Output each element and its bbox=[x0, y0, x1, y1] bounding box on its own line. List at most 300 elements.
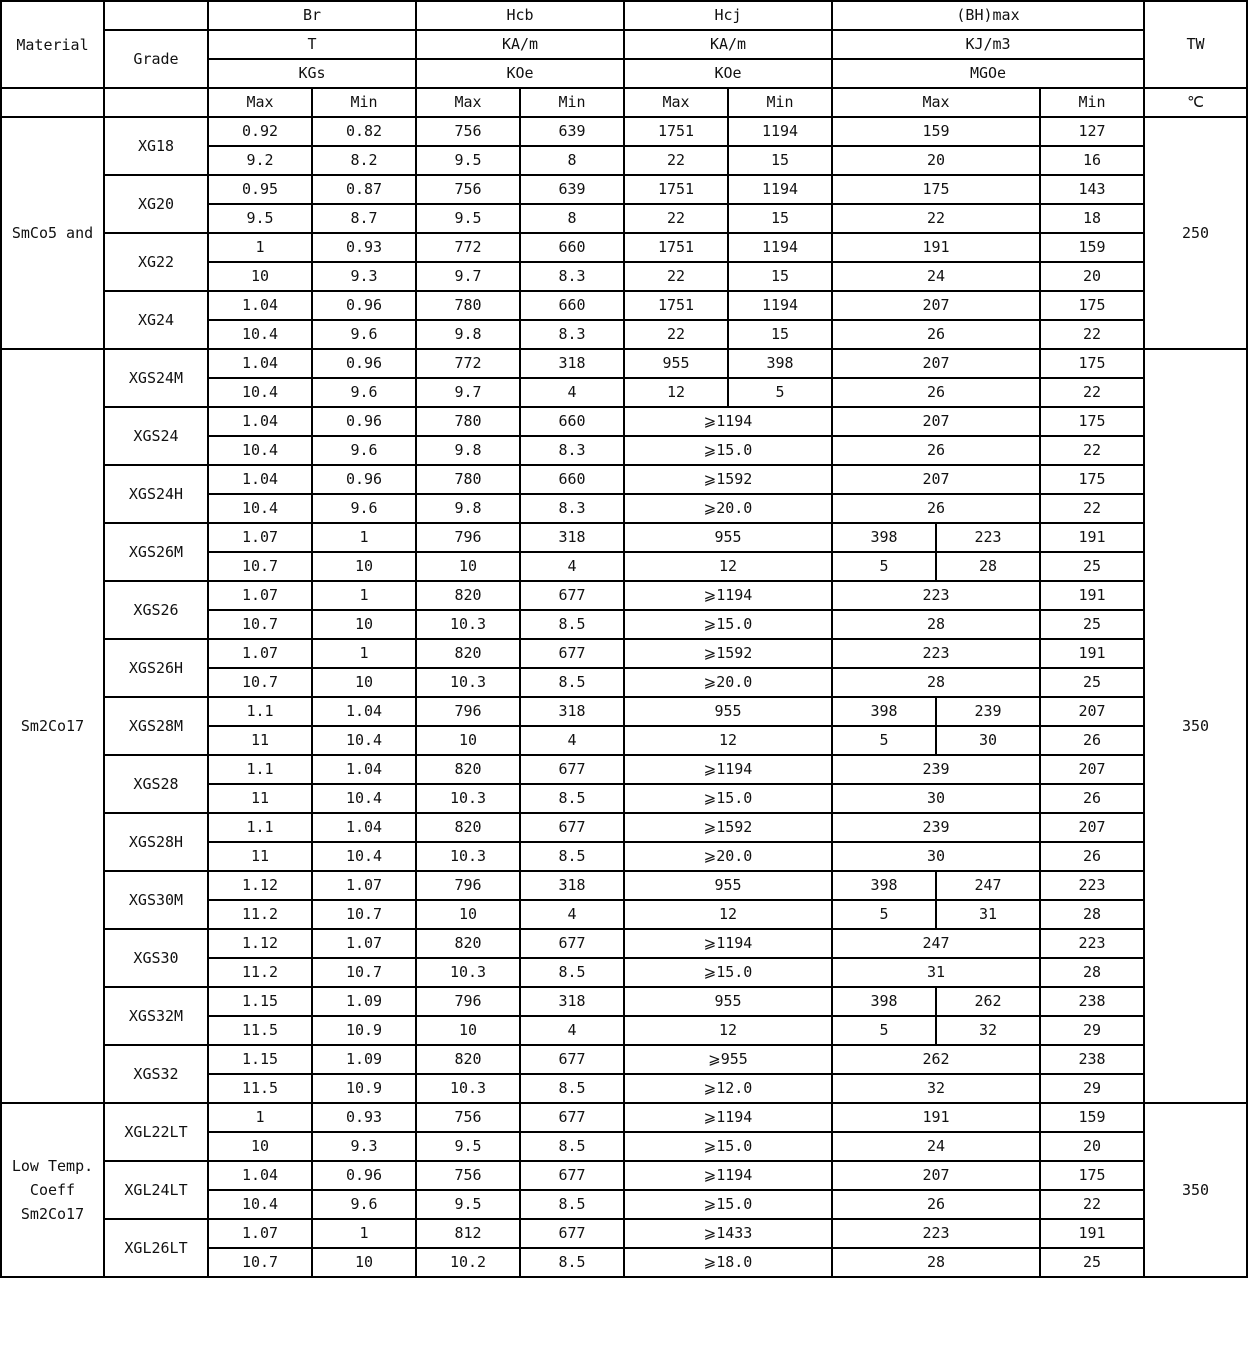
br-min-cell: 9.6 bbox=[312, 436, 416, 465]
material-cell: SmCo5 and bbox=[1, 117, 104, 349]
bhmax-max-cell: 159 bbox=[832, 117, 1040, 146]
bhmax-max-cell: 30 bbox=[832, 784, 1040, 813]
bhmax-min-cell: 18 bbox=[1040, 204, 1144, 233]
bhmax-min-cell: 238 bbox=[1040, 987, 1144, 1016]
hcj-cell: ⩾1194 bbox=[624, 929, 832, 958]
grade-cell: XGS28M bbox=[104, 697, 208, 755]
br-min-cell: 0.93 bbox=[312, 1103, 416, 1132]
br-min-cell: 10 bbox=[312, 610, 416, 639]
hcb-max-cell: 820 bbox=[416, 929, 520, 958]
hcb-max-cell: 9.7 bbox=[416, 378, 520, 407]
header-tw-unit: ℃ bbox=[1144, 88, 1247, 117]
hcb-min-cell: 8.5 bbox=[520, 842, 624, 871]
hcb-min-cell: 8.5 bbox=[520, 1248, 624, 1277]
br-max-cell: 1.15 bbox=[208, 1045, 312, 1074]
hcb-min-cell: 8.3 bbox=[520, 262, 624, 291]
bhmax-min-cell: 26 bbox=[1040, 726, 1144, 755]
br-max-cell: 1 bbox=[208, 233, 312, 262]
br-max-cell: 1.04 bbox=[208, 349, 312, 378]
grade-cell: XG24 bbox=[104, 291, 208, 349]
bhmax-min-cell: 16 bbox=[1040, 146, 1144, 175]
header-bhmax: (BH)max bbox=[832, 1, 1144, 30]
header-row-property bbox=[1, 1, 1247, 30]
br-min-cell: 9.6 bbox=[312, 378, 416, 407]
br-max-cell: 1.07 bbox=[208, 1219, 312, 1248]
tw-cell: 350 bbox=[1144, 349, 1247, 1103]
bhmax-min-cell: 28 bbox=[1040, 900, 1144, 929]
table-row bbox=[1, 1161, 1247, 1190]
br-max-cell: 0.92 bbox=[208, 117, 312, 146]
bhmax-a-cell: 5 bbox=[832, 726, 936, 755]
hcj-min-cell: 15 bbox=[728, 204, 832, 233]
br-min-cell: 9.6 bbox=[312, 494, 416, 523]
grade-cell: XGS26M bbox=[104, 523, 208, 581]
hcj-max-cell: 1751 bbox=[624, 175, 728, 204]
header-row-si-units bbox=[1, 30, 1247, 59]
bhmax-min-cell: 175 bbox=[1040, 1161, 1144, 1190]
bhmax-max-cell: 223 bbox=[832, 639, 1040, 668]
bhmax-max-cell: 24 bbox=[832, 262, 1040, 291]
bhmax-a-cell: 398 bbox=[832, 871, 936, 900]
header-br-max: Max bbox=[208, 88, 312, 117]
hcb-max-cell: 820 bbox=[416, 639, 520, 668]
hcj-min-cell: 398 bbox=[728, 349, 832, 378]
header-blank-cell bbox=[1, 88, 104, 117]
hcb-max-cell: 10.3 bbox=[416, 958, 520, 987]
br-min-cell: 1 bbox=[312, 1219, 416, 1248]
br-max-cell: 10.7 bbox=[208, 610, 312, 639]
bhmax-max-cell: 207 bbox=[832, 349, 1040, 378]
bhmax-min-cell: 191 bbox=[1040, 1219, 1144, 1248]
grade-cell: XGS30M bbox=[104, 871, 208, 929]
hcb-min-cell: 677 bbox=[520, 1045, 624, 1074]
br-min-cell: 10.4 bbox=[312, 784, 416, 813]
grade-cell: XGS30 bbox=[104, 929, 208, 987]
table-body bbox=[1, 1, 1247, 1277]
table-row bbox=[1, 291, 1247, 320]
bhmax-a-cell: 398 bbox=[832, 987, 936, 1016]
hcb-max-cell: 9.5 bbox=[416, 1190, 520, 1219]
bhmax-b-cell: 32 bbox=[936, 1016, 1040, 1045]
bhmax-min-cell: 223 bbox=[1040, 929, 1144, 958]
br-max-cell: 11.2 bbox=[208, 958, 312, 987]
hcb-max-cell: 10 bbox=[416, 900, 520, 929]
header-br: Br bbox=[208, 1, 416, 30]
hcb-max-cell: 820 bbox=[416, 1045, 520, 1074]
bhmax-min-cell: 191 bbox=[1040, 523, 1144, 552]
bhmax-max-cell: 28 bbox=[832, 668, 1040, 697]
br-max-cell: 10.7 bbox=[208, 1248, 312, 1277]
br-min-cell: 1.09 bbox=[312, 1045, 416, 1074]
bhmax-max-cell: 20 bbox=[832, 146, 1040, 175]
header-hcj: Hcj bbox=[624, 1, 832, 30]
hcj-cell: ⩾20.0 bbox=[624, 494, 832, 523]
bhmax-min-cell: 22 bbox=[1040, 494, 1144, 523]
bhmax-a-cell: 5 bbox=[832, 900, 936, 929]
br-min-cell: 10.7 bbox=[312, 900, 416, 929]
table-row bbox=[1, 465, 1247, 494]
unit-br-si: T bbox=[208, 30, 416, 59]
br-max-cell: 1.04 bbox=[208, 291, 312, 320]
hcb-min-cell: 8.5 bbox=[520, 1132, 624, 1161]
br-min-cell: 1.04 bbox=[312, 813, 416, 842]
hcb-min-cell: 677 bbox=[520, 929, 624, 958]
bhmax-max-cell: 262 bbox=[832, 1045, 1040, 1074]
bhmax-max-cell: 28 bbox=[832, 1248, 1040, 1277]
bhmax-min-cell: 25 bbox=[1040, 552, 1144, 581]
bhmax-max-cell: 22 bbox=[832, 204, 1040, 233]
hcb-max-cell: 756 bbox=[416, 1103, 520, 1132]
bhmax-max-cell: 247 bbox=[832, 929, 1040, 958]
table-row bbox=[1, 581, 1247, 610]
grade-cell: XGS32M bbox=[104, 987, 208, 1045]
bhmax-b-cell: 28 bbox=[936, 552, 1040, 581]
br-min-cell: 0.96 bbox=[312, 291, 416, 320]
br-max-cell: 1.04 bbox=[208, 465, 312, 494]
hcj-cell: ⩾15.0 bbox=[624, 436, 832, 465]
hcb-max-cell: 796 bbox=[416, 871, 520, 900]
material-cell: Low Temp. Coeff Sm2Co17 bbox=[1, 1103, 104, 1277]
tw-cell: 250 bbox=[1144, 117, 1247, 349]
hcj-min-cell: 15 bbox=[728, 262, 832, 291]
hcj-min-cell: 1194 bbox=[728, 233, 832, 262]
hcb-min-cell: 4 bbox=[520, 900, 624, 929]
bhmax-min-cell: 20 bbox=[1040, 1132, 1144, 1161]
header-bhmax-min: Min bbox=[1040, 88, 1144, 117]
bhmax-max-cell: 223 bbox=[832, 581, 1040, 610]
bhmax-max-cell: 239 bbox=[832, 813, 1040, 842]
br-max-cell: 10.4 bbox=[208, 436, 312, 465]
bhmax-max-cell: 30 bbox=[832, 842, 1040, 871]
bhmax-min-cell: 29 bbox=[1040, 1074, 1144, 1103]
br-max-cell: 1.12 bbox=[208, 871, 312, 900]
bhmax-min-cell: 143 bbox=[1040, 175, 1144, 204]
hcj-max-cell: 1751 bbox=[624, 291, 728, 320]
bhmax-a-cell: 398 bbox=[832, 523, 936, 552]
hcj-cell: ⩾15.0 bbox=[624, 958, 832, 987]
header-bhmax-max: Max bbox=[832, 88, 1040, 117]
bhmax-max-cell: 26 bbox=[832, 494, 1040, 523]
table-row bbox=[1, 871, 1247, 900]
hcj-cell: 12 bbox=[624, 726, 832, 755]
hcb-max-cell: 796 bbox=[416, 987, 520, 1016]
grade-cell: XG18 bbox=[104, 117, 208, 175]
grade-cell: XGS24H bbox=[104, 465, 208, 523]
hcj-min-cell: 15 bbox=[728, 146, 832, 175]
bhmax-max-cell: 26 bbox=[832, 1190, 1040, 1219]
bhmax-min-cell: 175 bbox=[1040, 291, 1144, 320]
table-row bbox=[1, 697, 1247, 726]
hcj-cell: ⩾20.0 bbox=[624, 668, 832, 697]
hcb-min-cell: 677 bbox=[520, 581, 624, 610]
hcb-min-cell: 318 bbox=[520, 871, 624, 900]
br-min-cell: 0.96 bbox=[312, 349, 416, 378]
unit-bhmax-si: KJ/m3 bbox=[832, 30, 1144, 59]
hcb-min-cell: 677 bbox=[520, 755, 624, 784]
bhmax-b-cell: 30 bbox=[936, 726, 1040, 755]
br-max-cell: 1.15 bbox=[208, 987, 312, 1016]
hcj-max-cell: 955 bbox=[624, 349, 728, 378]
br-min-cell: 1.07 bbox=[312, 929, 416, 958]
header-blank-cell bbox=[104, 88, 208, 117]
bhmax-min-cell: 25 bbox=[1040, 668, 1144, 697]
hcb-min-cell: 660 bbox=[520, 465, 624, 494]
hcb-max-cell: 9.7 bbox=[416, 262, 520, 291]
hcb-max-cell: 9.5 bbox=[416, 1132, 520, 1161]
br-min-cell: 1.04 bbox=[312, 755, 416, 784]
grade-cell: XGL24LT bbox=[104, 1161, 208, 1219]
hcb-max-cell: 9.8 bbox=[416, 494, 520, 523]
br-min-cell: 0.93 bbox=[312, 233, 416, 262]
hcj-cell: ⩾12.0 bbox=[624, 1074, 832, 1103]
hcb-max-cell: 820 bbox=[416, 813, 520, 842]
bhmax-max-cell: 191 bbox=[832, 1103, 1040, 1132]
header-grade: Grade bbox=[104, 30, 208, 88]
bhmax-min-cell: 25 bbox=[1040, 610, 1144, 639]
hcj-max-cell: 22 bbox=[624, 320, 728, 349]
hcb-max-cell: 9.8 bbox=[416, 436, 520, 465]
br-min-cell: 1 bbox=[312, 639, 416, 668]
bhmax-max-cell: 207 bbox=[832, 465, 1040, 494]
bhmax-min-cell: 175 bbox=[1040, 407, 1144, 436]
table-row bbox=[1, 175, 1247, 204]
unit-hcj-cgs: KOe bbox=[624, 59, 832, 88]
hcb-min-cell: 677 bbox=[520, 813, 624, 842]
bhmax-max-cell: 24 bbox=[832, 1132, 1040, 1161]
hcb-min-cell: 8.3 bbox=[520, 436, 624, 465]
hcj-cell: 955 bbox=[624, 523, 832, 552]
bhmax-min-cell: 26 bbox=[1040, 784, 1144, 813]
br-min-cell: 10.4 bbox=[312, 842, 416, 871]
br-min-cell: 9.3 bbox=[312, 262, 416, 291]
hcj-cell: 955 bbox=[624, 987, 832, 1016]
hcb-min-cell: 639 bbox=[520, 117, 624, 146]
br-max-cell: 11.5 bbox=[208, 1016, 312, 1045]
bhmax-max-cell: 207 bbox=[832, 407, 1040, 436]
bhmax-b-cell: 247 bbox=[936, 871, 1040, 900]
bhmax-b-cell: 223 bbox=[936, 523, 1040, 552]
hcb-max-cell: 820 bbox=[416, 581, 520, 610]
hcj-min-cell: 1194 bbox=[728, 175, 832, 204]
hcb-min-cell: 318 bbox=[520, 349, 624, 378]
hcb-max-cell: 10.3 bbox=[416, 842, 520, 871]
grade-cell: XG22 bbox=[104, 233, 208, 291]
bhmax-min-cell: 22 bbox=[1040, 436, 1144, 465]
br-max-cell: 1.07 bbox=[208, 639, 312, 668]
hcb-max-cell: 10 bbox=[416, 1016, 520, 1045]
hcb-min-cell: 8.5 bbox=[520, 958, 624, 987]
hcj-max-cell: 22 bbox=[624, 146, 728, 175]
table-row bbox=[1, 117, 1247, 146]
header-hcb: Hcb bbox=[416, 1, 624, 30]
bhmax-max-cell: 175 bbox=[832, 175, 1040, 204]
br-min-cell: 10.4 bbox=[312, 726, 416, 755]
table-row bbox=[1, 1219, 1247, 1248]
hcj-cell: ⩾15.0 bbox=[624, 1132, 832, 1161]
unit-hcb-cgs: KOe bbox=[416, 59, 624, 88]
hcb-max-cell: 10.2 bbox=[416, 1248, 520, 1277]
hcj-cell: ⩾1592 bbox=[624, 639, 832, 668]
bhmax-max-cell: 239 bbox=[832, 755, 1040, 784]
br-max-cell: 9.2 bbox=[208, 146, 312, 175]
hcb-max-cell: 9.5 bbox=[416, 146, 520, 175]
br-min-cell: 10 bbox=[312, 552, 416, 581]
br-max-cell: 10.4 bbox=[208, 494, 312, 523]
grade-cell: XGL26LT bbox=[104, 1219, 208, 1277]
hcb-max-cell: 10 bbox=[416, 552, 520, 581]
hcj-cell: 955 bbox=[624, 871, 832, 900]
bhmax-b-cell: 239 bbox=[936, 697, 1040, 726]
hcb-min-cell: 660 bbox=[520, 291, 624, 320]
hcj-cell: ⩾15.0 bbox=[624, 784, 832, 813]
hcj-min-cell: 1194 bbox=[728, 117, 832, 146]
br-max-cell: 11 bbox=[208, 784, 312, 813]
hcj-min-cell: 1194 bbox=[728, 291, 832, 320]
hcj-cell: ⩾1592 bbox=[624, 813, 832, 842]
hcb-min-cell: 8 bbox=[520, 146, 624, 175]
hcb-max-cell: 780 bbox=[416, 407, 520, 436]
bhmax-b-cell: 262 bbox=[936, 987, 1040, 1016]
hcj-cell: ⩾1194 bbox=[624, 1103, 832, 1132]
hcj-max-cell: 1751 bbox=[624, 233, 728, 262]
br-max-cell: 1.04 bbox=[208, 407, 312, 436]
material-cell: Sm2Co17 bbox=[1, 349, 104, 1103]
hcj-max-cell: 1751 bbox=[624, 117, 728, 146]
hcb-max-cell: 796 bbox=[416, 523, 520, 552]
bhmax-min-cell: 26 bbox=[1040, 842, 1144, 871]
bhmax-min-cell: 175 bbox=[1040, 465, 1144, 494]
hcj-cell: 955 bbox=[624, 697, 832, 726]
table-row bbox=[1, 523, 1247, 552]
hcb-max-cell: 780 bbox=[416, 465, 520, 494]
hcj-cell: ⩾1194 bbox=[624, 755, 832, 784]
br-max-cell: 1.1 bbox=[208, 697, 312, 726]
table-row bbox=[1, 233, 1247, 262]
br-max-cell: 11 bbox=[208, 726, 312, 755]
hcb-min-cell: 8.5 bbox=[520, 1074, 624, 1103]
bhmax-a-cell: 5 bbox=[832, 1016, 936, 1045]
table-row bbox=[1, 929, 1247, 958]
hcb-min-cell: 318 bbox=[520, 987, 624, 1016]
hcj-cell: ⩾20.0 bbox=[624, 842, 832, 871]
hcb-min-cell: 318 bbox=[520, 697, 624, 726]
unit-bhmax-cgs: MGOe bbox=[832, 59, 1144, 88]
br-max-cell: 10 bbox=[208, 1132, 312, 1161]
bhmax-min-cell: 191 bbox=[1040, 581, 1144, 610]
bhmax-max-cell: 26 bbox=[832, 436, 1040, 465]
header-tw: TW bbox=[1144, 1, 1247, 88]
bhmax-min-cell: 159 bbox=[1040, 233, 1144, 262]
br-max-cell: 10.4 bbox=[208, 378, 312, 407]
hcb-min-cell: 677 bbox=[520, 1161, 624, 1190]
table-row bbox=[1, 1045, 1247, 1074]
hcj-cell: ⩾15.0 bbox=[624, 1190, 832, 1219]
bhmax-min-cell: 207 bbox=[1040, 813, 1144, 842]
hcj-cell: ⩾1194 bbox=[624, 1161, 832, 1190]
hcb-max-cell: 820 bbox=[416, 755, 520, 784]
header-hcb-min: Min bbox=[520, 88, 624, 117]
br-max-cell: 11.2 bbox=[208, 900, 312, 929]
header-hcj-min: Min bbox=[728, 88, 832, 117]
bhmax-min-cell: 20 bbox=[1040, 262, 1144, 291]
hcb-min-cell: 8.5 bbox=[520, 1190, 624, 1219]
hcb-min-cell: 677 bbox=[520, 1103, 624, 1132]
bhmax-min-cell: 28 bbox=[1040, 958, 1144, 987]
hcb-min-cell: 8 bbox=[520, 204, 624, 233]
hcj-cell: 12 bbox=[624, 552, 832, 581]
hcb-max-cell: 10.3 bbox=[416, 784, 520, 813]
hcj-max-cell: 22 bbox=[624, 204, 728, 233]
hcb-min-cell: 677 bbox=[520, 639, 624, 668]
hcb-max-cell: 772 bbox=[416, 349, 520, 378]
grade-cell: XGS26 bbox=[104, 581, 208, 639]
grade-cell: XGS26H bbox=[104, 639, 208, 697]
br-max-cell: 0.95 bbox=[208, 175, 312, 204]
bhmax-min-cell: 159 bbox=[1040, 1103, 1144, 1132]
hcb-min-cell: 677 bbox=[520, 1219, 624, 1248]
bhmax-min-cell: 238 bbox=[1040, 1045, 1144, 1074]
hcj-cell: ⩾955 bbox=[624, 1045, 832, 1074]
bhmax-max-cell: 207 bbox=[832, 1161, 1040, 1190]
bhmax-min-cell: 127 bbox=[1040, 117, 1144, 146]
hcb-max-cell: 756 bbox=[416, 175, 520, 204]
hcb-max-cell: 10 bbox=[416, 726, 520, 755]
tw-cell: 350 bbox=[1144, 1103, 1247, 1277]
grade-cell: XG20 bbox=[104, 175, 208, 233]
table-row bbox=[1, 755, 1247, 784]
grade-cell: XGL22LT bbox=[104, 1103, 208, 1161]
br-max-cell: 1.04 bbox=[208, 1161, 312, 1190]
bhmax-max-cell: 26 bbox=[832, 320, 1040, 349]
header-row-max-min bbox=[1, 88, 1247, 117]
bhmax-min-cell: 25 bbox=[1040, 1248, 1144, 1277]
hcj-min-cell: 5 bbox=[728, 378, 832, 407]
bhmax-max-cell: 28 bbox=[832, 610, 1040, 639]
hcb-max-cell: 756 bbox=[416, 117, 520, 146]
br-max-cell: 10.4 bbox=[208, 320, 312, 349]
br-min-cell: 10 bbox=[312, 668, 416, 697]
hcb-min-cell: 8.5 bbox=[520, 610, 624, 639]
br-max-cell: 10.4 bbox=[208, 1190, 312, 1219]
bhmax-min-cell: 207 bbox=[1040, 697, 1144, 726]
br-max-cell: 10 bbox=[208, 262, 312, 291]
br-max-cell: 11 bbox=[208, 842, 312, 871]
hcb-min-cell: 318 bbox=[520, 523, 624, 552]
hcb-max-cell: 772 bbox=[416, 233, 520, 262]
bhmax-min-cell: 207 bbox=[1040, 755, 1144, 784]
br-min-cell: 0.96 bbox=[312, 465, 416, 494]
br-min-cell: 0.87 bbox=[312, 175, 416, 204]
br-max-cell: 1.07 bbox=[208, 581, 312, 610]
table-row bbox=[1, 349, 1247, 378]
hcb-min-cell: 660 bbox=[520, 233, 624, 262]
hcb-min-cell: 660 bbox=[520, 407, 624, 436]
br-min-cell: 8.2 bbox=[312, 146, 416, 175]
hcb-min-cell: 8.5 bbox=[520, 784, 624, 813]
bhmax-min-cell: 175 bbox=[1040, 349, 1144, 378]
br-min-cell: 0.96 bbox=[312, 1161, 416, 1190]
hcb-max-cell: 10.3 bbox=[416, 668, 520, 697]
br-max-cell: 9.5 bbox=[208, 204, 312, 233]
hcb-min-cell: 8.3 bbox=[520, 320, 624, 349]
hcb-max-cell: 10.3 bbox=[416, 610, 520, 639]
br-min-cell: 1.04 bbox=[312, 697, 416, 726]
br-min-cell: 1.09 bbox=[312, 987, 416, 1016]
header-material: Material bbox=[1, 1, 104, 88]
table-row bbox=[1, 407, 1247, 436]
hcb-max-cell: 756 bbox=[416, 1161, 520, 1190]
br-max-cell: 10.7 bbox=[208, 552, 312, 581]
